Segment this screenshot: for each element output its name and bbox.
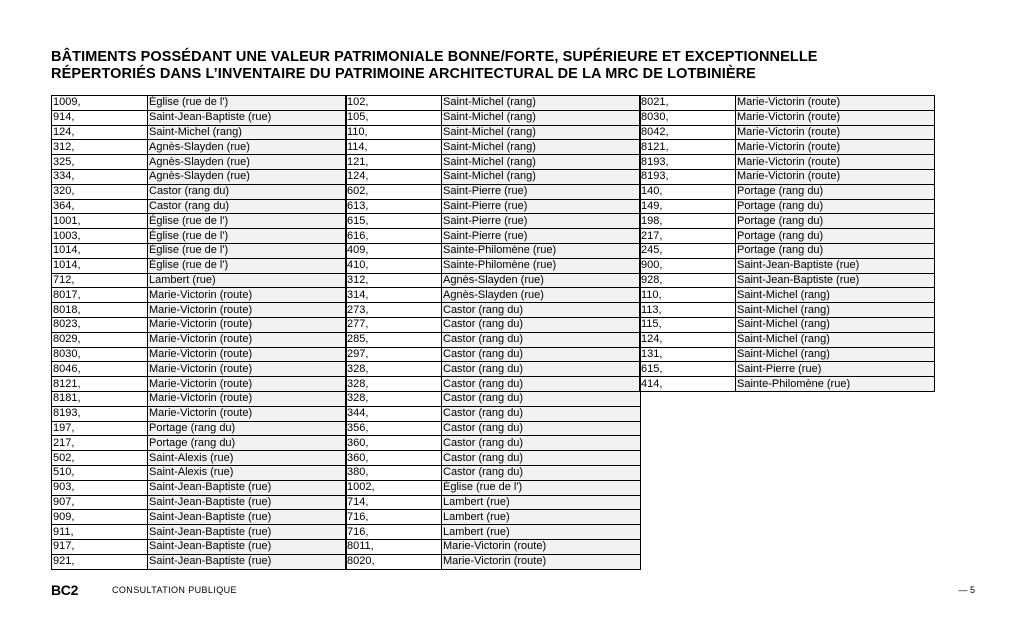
street-name: Agnès-Slayden (rue) [148, 155, 347, 170]
address-table-2 [345, 95, 641, 570]
street-name: Église (rue de l') [148, 214, 347, 229]
page-title [51, 49, 951, 83]
civic-number: 8029, [52, 332, 148, 347]
table-row [52, 421, 347, 436]
table-row [52, 110, 347, 125]
street-name: Marie-Victorin (route) [148, 406, 347, 421]
civic-number: 110, [640, 288, 736, 303]
street-name: Saint-Jean-Baptiste (rue) [736, 258, 935, 273]
civic-number: 217, [640, 229, 736, 244]
table-row [346, 347, 641, 362]
table-row [52, 303, 347, 318]
street-name: Saint-Pierre (rue) [442, 199, 641, 214]
civic-number: 911, [52, 525, 148, 540]
street-name: Saint-Michel (rang) [148, 125, 347, 140]
civic-number: 273, [346, 303, 442, 318]
street-name: Église (rue de l') [148, 258, 347, 273]
table-row [52, 554, 347, 569]
street-name: Castor (rang du) [442, 362, 641, 377]
civic-number: 8181, [52, 391, 148, 406]
street-name: Castor (rang du) [148, 184, 347, 199]
civic-number: 917, [52, 539, 148, 554]
civic-number: 8020, [346, 554, 442, 569]
table-row [346, 525, 641, 540]
street-name: Saint-Jean-Baptiste (rue) [148, 525, 347, 540]
table-row [640, 125, 935, 140]
table-row [346, 377, 641, 392]
table-row [52, 436, 347, 451]
street-name: Marie-Victorin (route) [148, 332, 347, 347]
table-row [52, 229, 347, 244]
table-row [346, 539, 641, 554]
civic-number: 114, [346, 140, 442, 155]
civic-number: 356, [346, 421, 442, 436]
street-name: Saint-Michel (rang) [736, 317, 935, 332]
civic-number: 314, [346, 288, 442, 303]
street-name: Castor (rang du) [442, 391, 641, 406]
street-name: Lambert (rue) [442, 510, 641, 525]
table-row [52, 347, 347, 362]
civic-number: 409, [346, 243, 442, 258]
civic-number: 105, [346, 110, 442, 125]
street-name: Castor (rang du) [442, 332, 641, 347]
table-row [640, 169, 935, 184]
table-row [346, 332, 641, 347]
table-row [346, 480, 641, 495]
street-name: Marie-Victorin (route) [148, 362, 347, 377]
table-row [346, 96, 641, 111]
table-row [346, 258, 641, 273]
civic-number: 285, [346, 332, 442, 347]
civic-number: 8030, [52, 347, 148, 362]
table-row [52, 495, 347, 510]
civic-number: 8017, [52, 288, 148, 303]
street-name: Castor (rang du) [442, 377, 641, 392]
street-name: Portage (rang du) [148, 436, 347, 451]
street-name: Castor (rang du) [148, 199, 347, 214]
table-row [346, 110, 641, 125]
civic-number: 616, [346, 229, 442, 244]
civic-number: 8193, [640, 155, 736, 170]
table-row [52, 510, 347, 525]
table-row [640, 332, 935, 347]
table-row [640, 110, 935, 125]
street-name: Lambert (rue) [442, 495, 641, 510]
street-name: Saint-Michel (rang) [442, 96, 641, 111]
civic-number: 325, [52, 155, 148, 170]
table-row [346, 199, 641, 214]
street-name: Saint-Jean-Baptiste (rue) [148, 510, 347, 525]
civic-number: 712, [52, 273, 148, 288]
table-row [52, 273, 347, 288]
civic-number: 8030, [640, 110, 736, 125]
civic-number: 8121, [52, 377, 148, 392]
civic-number: 149, [640, 199, 736, 214]
street-name: Saint-Michel (rang) [736, 288, 935, 303]
civic-number: 1014, [52, 243, 148, 258]
civic-number: 113, [640, 303, 736, 318]
street-name: Castor (rang du) [442, 451, 641, 466]
address-table-3 [639, 95, 935, 392]
civic-number: 613, [346, 199, 442, 214]
civic-number: 124, [52, 125, 148, 140]
civic-number: 115, [640, 317, 736, 332]
civic-number: 716, [346, 525, 442, 540]
street-name: Castor (rang du) [442, 347, 641, 362]
street-name: Saint-Michel (rang) [442, 169, 641, 184]
civic-number: 8011, [346, 539, 442, 554]
table-row [346, 510, 641, 525]
table-row [52, 184, 347, 199]
street-name: Saint-Jean-Baptiste (rue) [736, 273, 935, 288]
civic-number: 320, [52, 184, 148, 199]
table-row [640, 347, 935, 362]
bc2-logo: BC2 [51, 582, 79, 598]
table-row [640, 317, 935, 332]
table-row [346, 229, 641, 244]
table-row [346, 465, 641, 480]
civic-number: 121, [346, 155, 442, 170]
civic-number: 197, [52, 421, 148, 436]
civic-number: 312, [52, 140, 148, 155]
table-row [640, 140, 935, 155]
table-row [52, 451, 347, 466]
civic-number: 360, [346, 436, 442, 451]
street-name: Marie-Victorin (route) [736, 96, 935, 111]
civic-number: 8193, [52, 406, 148, 421]
table-row [52, 525, 347, 540]
civic-number: 110, [346, 125, 442, 140]
street-name: Castor (rang du) [442, 317, 641, 332]
street-name: Marie-Victorin (route) [736, 110, 935, 125]
civic-number: 131, [640, 347, 736, 362]
civic-number: 716, [346, 510, 442, 525]
civic-number: 277, [346, 317, 442, 332]
street-name: Marie-Victorin (route) [442, 554, 641, 569]
table-row [346, 362, 641, 377]
table-row [346, 436, 641, 451]
table-row [640, 273, 935, 288]
table-row [52, 125, 347, 140]
street-name: Marie-Victorin (route) [736, 125, 935, 140]
civic-number: 124, [640, 332, 736, 347]
civic-number: 1003, [52, 229, 148, 244]
street-name: Saint-Michel (rang) [442, 155, 641, 170]
table-row [640, 303, 935, 318]
civic-number: 414, [640, 377, 736, 392]
table-row [346, 288, 641, 303]
table-row [346, 406, 641, 421]
civic-number: 1009, [52, 96, 148, 111]
footer-label: CONSULTATION PUBLIQUE [112, 585, 237, 595]
street-name: Portage (rang du) [736, 184, 935, 199]
table-row [52, 539, 347, 554]
street-name: Marie-Victorin (route) [736, 155, 935, 170]
street-name: Marie-Victorin (route) [442, 539, 641, 554]
street-name: Saint-Michel (rang) [736, 303, 935, 318]
street-name: Lambert (rue) [442, 525, 641, 540]
street-name: Saint-Alexis (rue) [148, 465, 347, 480]
street-name: Sainte-Philomène (rue) [442, 258, 641, 273]
table-row [52, 214, 347, 229]
table-row [52, 243, 347, 258]
civic-number: 615, [640, 362, 736, 377]
page-number: — 5 [958, 585, 975, 595]
street-name: Saint-Jean-Baptiste (rue) [148, 539, 347, 554]
table-row [52, 465, 347, 480]
street-name: Castor (rang du) [442, 303, 641, 318]
civic-number: 364, [52, 199, 148, 214]
table-row [640, 214, 935, 229]
civic-number: 502, [52, 451, 148, 466]
civic-number: 903, [52, 480, 148, 495]
table-row [346, 243, 641, 258]
table-row [52, 362, 347, 377]
table-row [346, 391, 641, 406]
street-name: Saint-Jean-Baptiste (rue) [148, 110, 347, 125]
street-name: Saint-Jean-Baptiste (rue) [148, 554, 347, 569]
civic-number: 615, [346, 214, 442, 229]
civic-number: 907, [52, 495, 148, 510]
civic-number: 328, [346, 377, 442, 392]
street-name: Saint-Michel (rang) [442, 125, 641, 140]
street-name: Agnès-Slayden (rue) [148, 140, 347, 155]
civic-number: 334, [52, 169, 148, 184]
table-row [346, 317, 641, 332]
street-name: Agnès-Slayden (rue) [442, 273, 641, 288]
street-name: Saint-Alexis (rue) [148, 451, 347, 466]
table-row [640, 362, 935, 377]
street-name: Lambert (rue) [148, 273, 347, 288]
street-name: Marie-Victorin (route) [148, 391, 347, 406]
civic-number: 1014, [52, 258, 148, 273]
civic-number: 124, [346, 169, 442, 184]
civic-number: 1002, [346, 480, 442, 495]
table-row [640, 184, 935, 199]
street-name: Portage (rang du) [736, 229, 935, 244]
table-row [346, 421, 641, 436]
street-name: Agnès-Slayden (rue) [148, 169, 347, 184]
civic-number: 380, [346, 465, 442, 480]
street-name: Saint-Pierre (rue) [442, 229, 641, 244]
street-name: Saint-Michel (rang) [736, 332, 935, 347]
civic-number: 8046, [52, 362, 148, 377]
street-name: Marie-Victorin (route) [148, 377, 347, 392]
civic-number: 914, [52, 110, 148, 125]
table-row [52, 317, 347, 332]
table-row [640, 243, 935, 258]
street-name: Castor (rang du) [442, 421, 641, 436]
civic-number: 198, [640, 214, 736, 229]
table-row [52, 377, 347, 392]
street-name: Castor (rang du) [442, 436, 641, 451]
table-row [346, 125, 641, 140]
street-name: Marie-Victorin (route) [148, 347, 347, 362]
civic-number: 8021, [640, 96, 736, 111]
address-table-1 [51, 95, 347, 570]
civic-number: 312, [346, 273, 442, 288]
street-name: Saint-Michel (rang) [442, 110, 641, 125]
street-name: Saint-Pierre (rue) [442, 184, 641, 199]
table-row [346, 495, 641, 510]
civic-number: 344, [346, 406, 442, 421]
table-row [640, 377, 935, 392]
street-name: Sainte-Philomène (rue) [736, 377, 935, 392]
civic-number: 328, [346, 391, 442, 406]
table-row [52, 480, 347, 495]
street-name: Saint-Jean-Baptiste (rue) [148, 480, 347, 495]
table-row [346, 184, 641, 199]
table-row [52, 332, 347, 347]
street-name: Marie-Victorin (route) [148, 317, 347, 332]
civic-number: 900, [640, 258, 736, 273]
table-row [346, 214, 641, 229]
title-line-2: RÉPERTORIÉS DANS L’INVENTAIRE DU PATRIMOINE ARCHITECTURAL DE LA MRC DE LOTBINIÈRE [51, 66, 756, 82]
table-row [52, 199, 347, 214]
table-row [346, 155, 641, 170]
street-name: Marie-Victorin (route) [148, 303, 347, 318]
civic-number: 909, [52, 510, 148, 525]
street-name: Sainte-Philomène (rue) [442, 243, 641, 258]
civic-number: 1001, [52, 214, 148, 229]
title-line-1: BÂTIMENTS POSSÉDANT UNE VALEUR PATRIMONIALE BONNE/FORTE, SUPÉRIEURE ET EXCEPTIONNELLE [51, 49, 818, 65]
table-row [640, 155, 935, 170]
table-row [346, 169, 641, 184]
street-name: Saint-Michel (rang) [736, 347, 935, 362]
street-name: Marie-Victorin (route) [148, 288, 347, 303]
civic-number: 8042, [640, 125, 736, 140]
street-name: Castor (rang du) [442, 406, 641, 421]
civic-number: 921, [52, 554, 148, 569]
street-name: Saint-Pierre (rue) [442, 214, 641, 229]
street-name: Marie-Victorin (route) [736, 169, 935, 184]
street-name: Marie-Victorin (route) [736, 140, 935, 155]
street-name: Castor (rang du) [442, 465, 641, 480]
street-name: Saint-Michel (rang) [442, 140, 641, 155]
civic-number: 140, [640, 184, 736, 199]
street-name: Église (rue de l') [148, 243, 347, 258]
civic-number: 8193, [640, 169, 736, 184]
civic-number: 245, [640, 243, 736, 258]
table-row [640, 229, 935, 244]
street-name: Agnès-Slayden (rue) [442, 288, 641, 303]
street-name: Portage (rang du) [736, 199, 935, 214]
civic-number: 8023, [52, 317, 148, 332]
street-name: Église (rue de l') [148, 229, 347, 244]
table-row [346, 554, 641, 569]
table-row [346, 303, 641, 318]
civic-number: 928, [640, 273, 736, 288]
civic-number: 602, [346, 184, 442, 199]
table-row [52, 96, 347, 111]
table-row [640, 288, 935, 303]
table-row [640, 199, 935, 214]
civic-number: 714, [346, 495, 442, 510]
civic-number: 102, [346, 96, 442, 111]
civic-number: 8018, [52, 303, 148, 318]
street-name: Portage (rang du) [148, 421, 347, 436]
street-name: Église (rue de l') [442, 480, 641, 495]
table-row [52, 391, 347, 406]
civic-number: 410, [346, 258, 442, 273]
street-name: Saint-Pierre (rue) [736, 362, 935, 377]
table-row [346, 273, 641, 288]
table-row [52, 258, 347, 273]
street-name: Saint-Jean-Baptiste (rue) [148, 495, 347, 510]
table-row [52, 140, 347, 155]
table-row [346, 140, 641, 155]
civic-number: 360, [346, 451, 442, 466]
table-row [640, 96, 935, 111]
table-row [640, 258, 935, 273]
table-row [52, 406, 347, 421]
table-row [52, 288, 347, 303]
street-name: Portage (rang du) [736, 214, 935, 229]
civic-number: 328, [346, 362, 442, 377]
table-row [52, 155, 347, 170]
civic-number: 297, [346, 347, 442, 362]
civic-number: 8121, [640, 140, 736, 155]
table-row [346, 451, 641, 466]
table-row [52, 169, 347, 184]
street-name: Portage (rang du) [736, 243, 935, 258]
civic-number: 217, [52, 436, 148, 451]
street-name: Église (rue de l') [148, 96, 347, 111]
civic-number: 510, [52, 465, 148, 480]
